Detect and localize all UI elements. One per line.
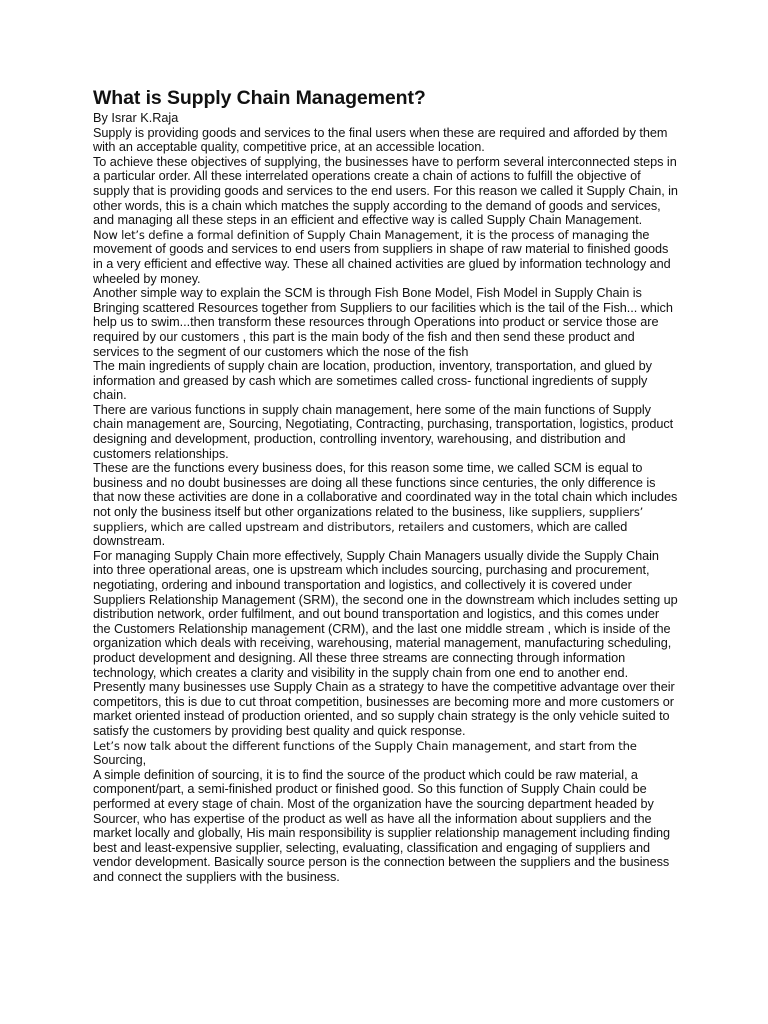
scm-business-body: These are the functions every business does, for this reason some time, we called SCM is equal to business and no doubt businesses are doing all these functions since centuries, the only difference is that now these activities are done in a collaborative and coordinated way in the total chain which includes not only the business itself but other organizations related to the business, <box>93 461 678 520</box>
paragraph-operational-areas: For managing Supply Chain more effectively, Supply Chain Managers usually divide the Supply Chain into three operational areas, one is upstream which includes sourcing, purchasing and procurement, negotiating, ordering and inbound transportation and logistics, and collectively it is covered under Suppliers Relationship Management (SRM), the second one in the downstream which includes setting up distribution network, order fulfilment, and out bound transportation and logistics, and this comes under the Customers Relationship management (CRM), and the last one middle stream , which is inside of the organization which deals with receiving, warehousing, material management, manufacturing scheduling, product development and designing. All these three streams are connecting through information technology, which creates a clarity and visibility in the supply chain from one end to another end. <box>93 548 678 680</box>
paragraph-main-functions: There are various functions in supply chain management, here some of the main functions of Supply chain management are, Sourcing, Negotiating, Contracting, purchasing, transportation, logistics, product designing and development, production, controlling inventory, warehousing, and distribution and customers relationships. <box>93 402 674 461</box>
paragraph-scm-equals-business <box>93 461 678 549</box>
paragraph-competitive-strategy: Presently many businesses use Supply Chain as a strategy to have the competitive advantage over their competitors, this is due to cut throat competition, businesses are becoming more and more customers or market oriented instead of production oriented, and so supply chain strategy is the only vehicle suited to satisfy the customers by providing best quality and quick response. <box>93 680 675 738</box>
author-byline: By Israr K.Raja <box>93 111 179 125</box>
formal-definition-body: the movement of goods and services to end users from suppliers in shape of raw material to finished goods in a very efficient and effective way. These all chained activities are glued by information technology and wheeled by money. <box>93 227 671 286</box>
formal-definition-intro: Now let’s define a formal definition of Supply Chain Management, it is the process of managing <box>93 227 629 242</box>
page-title: What is Supply Chain Management? <box>93 87 426 109</box>
paragraph-supply-definition: Supply is providing goods and services to the final users when these are required and afforded by them with an acceptable quality, competitive price, at an accessible location. <box>93 125 668 155</box>
downstream-line: customers, which are called downstream. <box>93 519 628 549</box>
paragraph-functions-intro <box>93 739 678 768</box>
paragraph-main-ingredients: The main ingredients of supply chain are location, production, inventory, transportation, and glued by information and greased by cash which are sometimes called cross- functional ingredients of supply chain. <box>93 359 652 403</box>
functions-intro-line: Let’s now talk about the different functions of the Supply Chain management, and start from the <box>93 738 637 753</box>
document-page <box>93 86 678 884</box>
upstream-line: like suppliers, suppliers’ suppliers, which are called upstream and distributors, retailers and <box>93 505 644 534</box>
paragraph-sourcing-definition: A simple definition of sourcing, it is to find the source of the product which could be raw material, a component/part, a semi-finished product or finished good. So this function of Supply Chain could be performed at every stage of chain. Most of the organization have the sourcing department headed by Sourcer, who has expertise of the product as well as have all the information about suppliers and the market locally and globally, His main responsibility is supplier relationship management including finding best and least-expensive supplier, selecting, evaluating, classification and engaging of suppliers and vendor development. Basically source person is the connection between the suppliers and the business and connect the suppliers with the business. <box>93 767 670 884</box>
paragraph-supply-chain-objectives: To achieve these objectives of supplying, the businesses have to perform several interconnected steps in a particular order. All these interrelated operations create a chain of actions to fulfill the objective of supply that is providing goods and services to the end users. For this reason we called it Supply Chain, in other words, this is a chain which matches the supply according to the demand of goods and services, and managing all these steps in an efficient and effective way is called Supply Chain Management. <box>93 154 678 228</box>
paragraph-formal-definition <box>93 228 678 286</box>
paragraph-fish-bone-model: Another simple way to explain the SCM is through Fish Bone Model, Fish Model in Supply Chain is Bringing scattered Resources together from Suppliers to our facilities which is the tail of the Fish... which help us to swim...then transform these resources through Operations into product or service those are required by our customers , this part is the main body of the fish and then send these product and services to the segment of our customers which the nose of the fish <box>93 286 673 359</box>
sourcing-heading: Sourcing, <box>93 753 147 768</box>
